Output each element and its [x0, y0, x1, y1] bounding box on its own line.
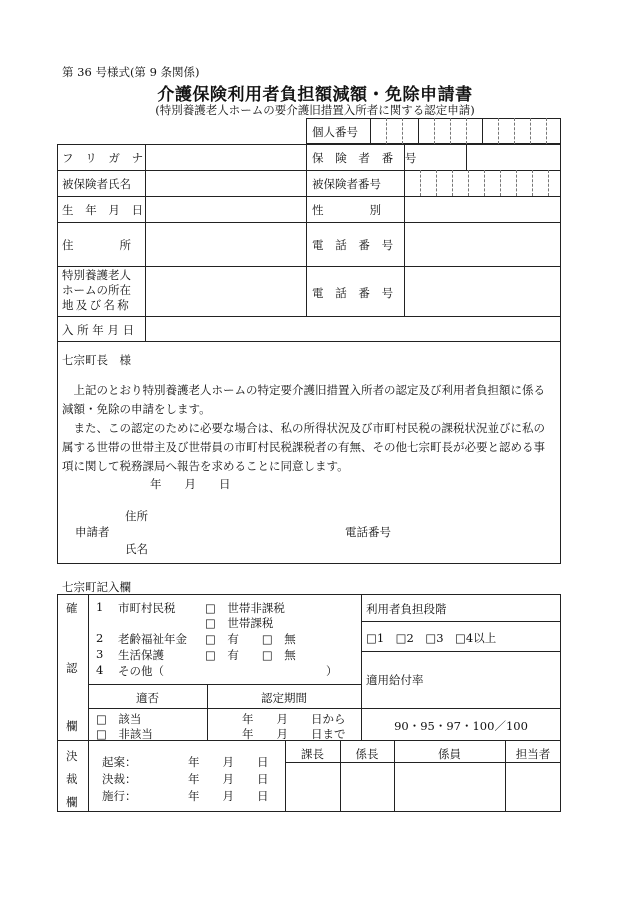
executed-label: 施行：	[102, 789, 137, 803]
section-chief-header: 課長	[301, 747, 324, 761]
period-from: 年 月 日から	[242, 712, 346, 726]
draft-date: 年 月 日	[188, 755, 269, 769]
form-title: 介護保険利用者負担額減額・免除申請書	[157, 85, 473, 105]
applicant-label: 申請者	[75, 525, 110, 539]
decision-label-2: 裁	[66, 772, 78, 786]
phone-label: 電 話 番 号	[312, 238, 398, 252]
birthdate-label: 生 年 月 日	[62, 203, 148, 217]
applicant-phone-label: 電話番号	[345, 525, 391, 539]
item2-label: 老齢福祉年金	[118, 632, 187, 646]
item2-number: 2	[96, 631, 104, 645]
benefit-rates: 90・95・97・100／100	[394, 719, 528, 733]
item3-label: 生活保護	[118, 648, 164, 662]
welfare-checkboxes[interactable]: □ 有 □ 無	[205, 648, 296, 662]
insurer-number-label: 保 険 者 番 号	[312, 151, 421, 165]
period-header: 認定期間	[261, 691, 307, 705]
decision-label-1: 決	[66, 749, 78, 763]
pension-checkboxes[interactable]: □ 有 □ 無	[205, 632, 296, 646]
item1-label: 市町村民税	[118, 601, 176, 615]
confirm-label-3: 欄	[66, 719, 78, 733]
burden-stage-checkboxes[interactable]: □1 □2 □3 □4以上	[366, 631, 497, 645]
period-to: 年 月 日まで	[242, 727, 346, 741]
decided-date: 年 月 日	[188, 772, 269, 786]
form-subtitle: (特別養護老人ホームの要介護旧措置入所者に関する認定申請)	[155, 103, 475, 117]
facility-label-2: ホームの所在	[62, 283, 131, 297]
admission-date-label: 入 所 年 月 日	[62, 323, 135, 337]
applicant-name-label: 氏名	[125, 542, 148, 556]
facility-label-1: 特別養護老人	[62, 268, 131, 282]
gender-label: 性 別	[312, 203, 381, 217]
letter-paragraph-2: また、この認定のために必要な場合は、私の所得状況及び市町村民税の課税状況並びに私の属する世帯の世帯主及び世帯員の市町村民税課税者の有無、その他七宗町長が必要と認める事項に関して税務課局へ報告を求めることに同意します。	[62, 421, 545, 473]
confirm-label-1: 確	[66, 601, 78, 615]
item1-number: 1	[96, 600, 104, 614]
benefit-rate-label: 適用給付率	[366, 673, 424, 687]
taxable-checkbox[interactable]: □ 世帯課税	[205, 616, 274, 630]
addressee: 七宗町長 様	[62, 353, 131, 367]
form-number: 第 36 号様式(第 9 条関係)	[62, 65, 200, 79]
insured-name-label: 被保険者氏名	[62, 177, 131, 191]
unit-chief-header: 係長	[355, 747, 379, 761]
eligible-checkbox[interactable]: □ 該当	[96, 712, 142, 726]
facility-label-3: 地及び名称	[62, 298, 131, 312]
person-in-charge-header: 担当者	[515, 747, 551, 761]
draft-label: 起案：	[102, 755, 137, 769]
item4-label: その他（	[118, 664, 164, 678]
personal-number-label: 個人番号	[312, 125, 358, 139]
applicant-address-label: 住所	[125, 509, 148, 523]
letter-paragraph-1: 上記のとおり特別養護老人ホームの特定要介護旧措置入所者の認定及び利用者負担額に係る減額・免除の申請をします。	[62, 383, 545, 416]
item4-close-paren: ）	[326, 664, 338, 678]
tax-exempt-checkbox[interactable]: □ 世帯非課税	[205, 601, 285, 615]
eligibility-header: 適否	[136, 691, 159, 705]
executed-date: 年 月 日	[188, 789, 269, 803]
item4-number: 4	[96, 663, 104, 677]
furigana-label: フ リ ガ ナ	[62, 151, 148, 165]
application-date: 年 月 日	[150, 477, 231, 491]
burden-stage-label: 利用者負担段階	[366, 602, 447, 616]
office-section-heading: 七宗町記入欄	[62, 580, 131, 594]
item3-number: 3	[96, 647, 104, 661]
confirm-label-2: 認	[66, 661, 78, 675]
address-label: 住 所	[62, 238, 131, 252]
decision-label-3: 欄	[66, 795, 78, 809]
not-eligible-checkbox[interactable]: □ 非該当	[96, 727, 153, 741]
staff-header: 係員	[438, 747, 461, 761]
decided-label: 決裁：	[102, 772, 137, 786]
applicant-grid	[57, 144, 561, 342]
insured-number-label: 被保険者番号	[312, 177, 381, 191]
facility-phone-label: 電 話 番 号	[312, 286, 398, 300]
